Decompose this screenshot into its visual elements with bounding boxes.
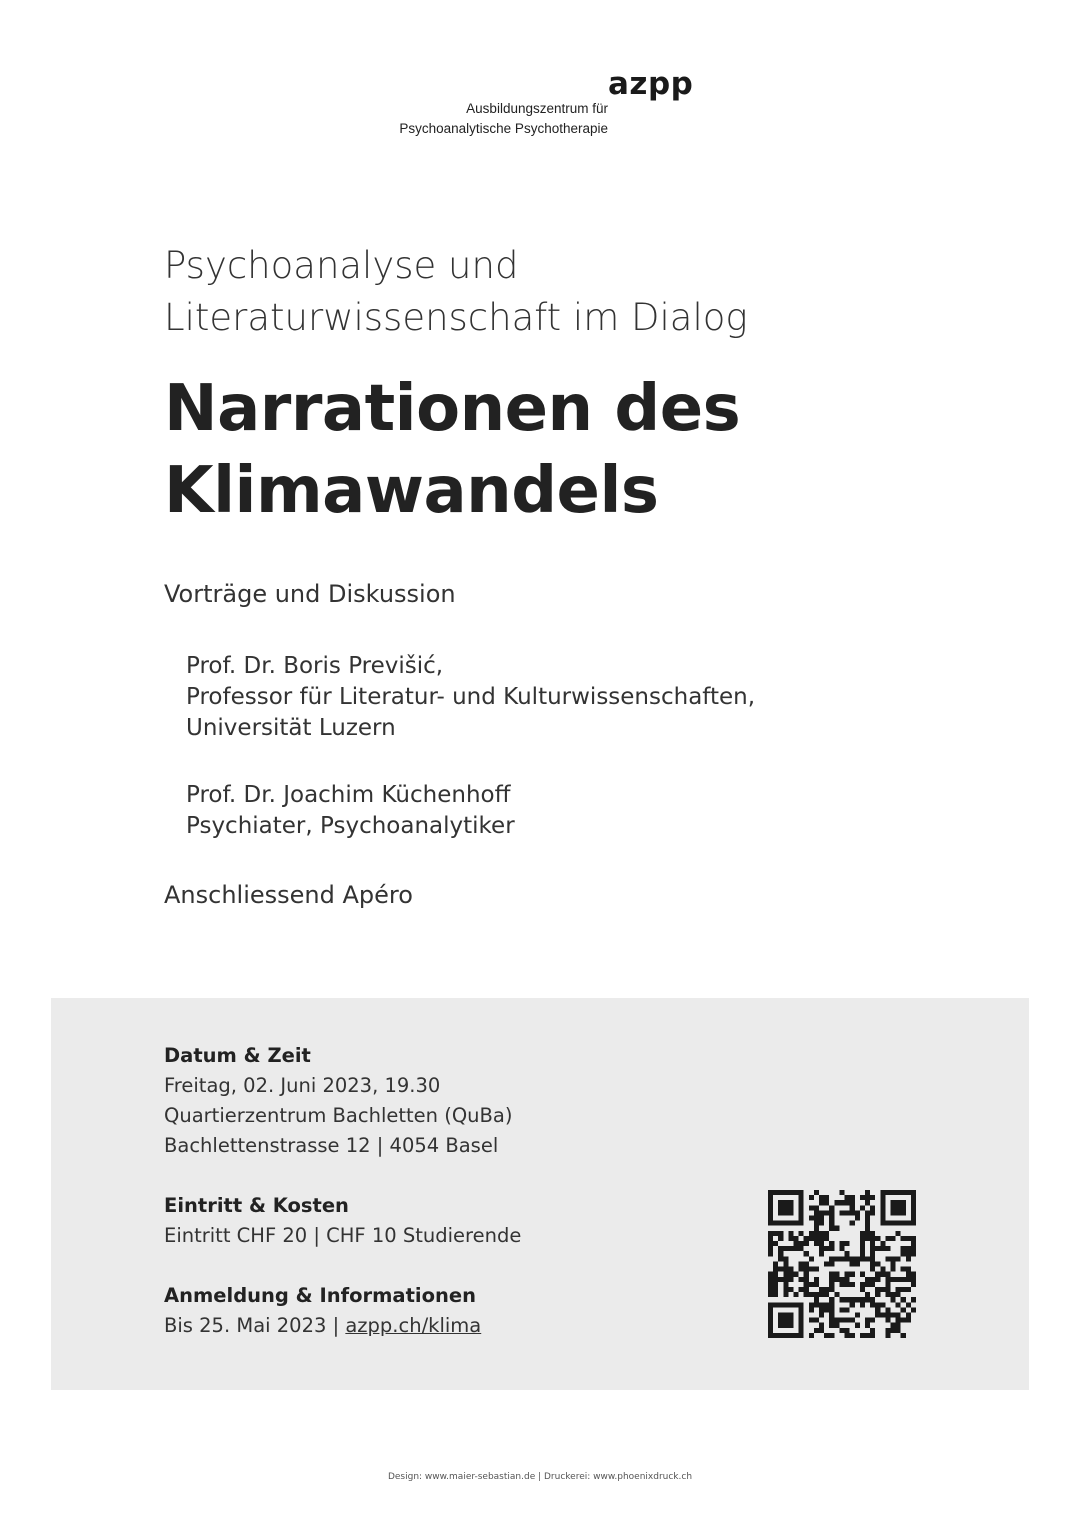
registration-block [164,1281,481,1341]
event-title [164,368,740,532]
fees-value: Eintritt CHF 20 | CHF 10 Studierende [164,1224,522,1247]
logo-subtitle-line1: Ausbildungszentrum für [466,101,608,116]
registration-deadline: Bis 25. Mai 2023 | [164,1314,346,1337]
speaker-role: Professor für Literatur- und Kulturwissenschaften, [186,684,756,710]
date-time-heading: Datum & Zeit [164,1044,311,1067]
registration-link[interactable]: azpp.ch/klima [345,1314,482,1337]
apero-note: Anschliessend Apéro [164,881,413,909]
series-title-line2: Literaturwissenschaft im Dialog [164,296,748,339]
event-kind: Vorträge und Diskussion [164,580,456,608]
event-title-line2: Klimawandels [164,454,659,528]
logo-subtitle-line2: Psychoanalytische Psychotherapie [399,121,608,136]
date-time-value: Freitag, 02. Juni 2023, 19.30 [164,1074,441,1097]
event-title-line1: Narrationen des [164,372,741,446]
fees-block [164,1191,521,1251]
speaker-kuechenhoff [186,780,515,842]
series-title-line1: Psychoanalyse und [164,244,519,287]
registration-heading: Anmeldung & Informationen [164,1284,476,1307]
qr-code-icon[interactable] [768,1190,916,1338]
speaker-previsic [186,651,755,744]
registration-line [164,1311,481,1341]
venue-address: Bachlettenstrasse 12 | 4054 Basel [164,1134,499,1157]
speaker-role: Psychiater, Psychoanalytiker [186,813,515,839]
footer-credits: Design: www.maier-sebastian.de | Druckerei: www.phoenixdruck.ch [387,1472,693,1482]
logo [360,66,694,136]
info-panel [51,998,1029,1390]
fees-heading: Eintritt & Kosten [164,1194,349,1217]
logo-subtitle [399,99,608,139]
speaker-affiliation: Universität Luzern [186,715,396,741]
date-time-block [164,1041,512,1161]
speaker-name: Prof. Dr. Joachim Küchenhoff [186,782,511,808]
series-title [164,240,748,344]
venue-name: Quartierzentrum Bachletten (QuBa) [164,1104,513,1127]
speaker-name: Prof. Dr. Boris Previšić, [186,653,444,679]
logo-mark: azpp [608,66,694,102]
